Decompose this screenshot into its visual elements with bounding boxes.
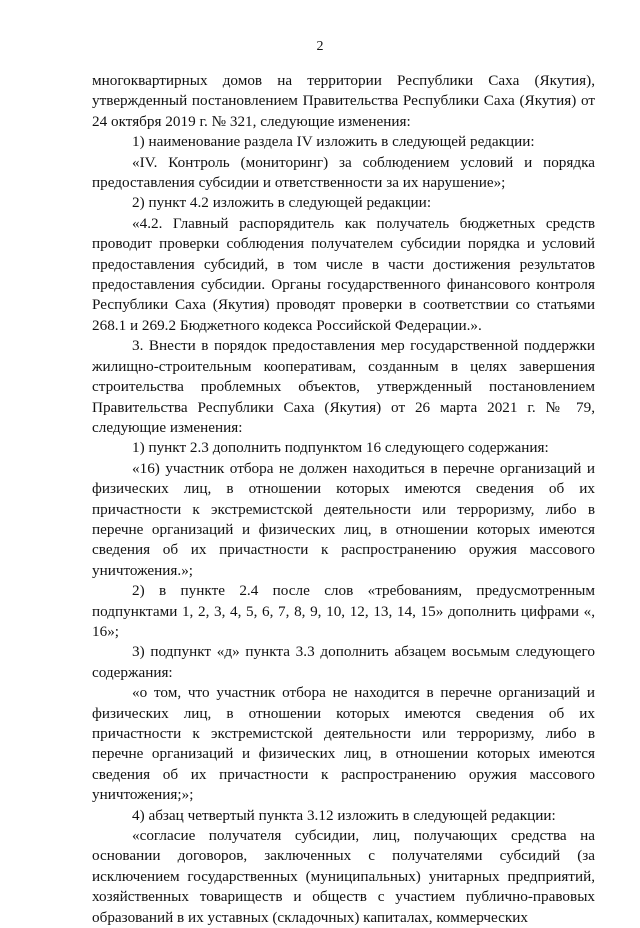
paragraph: 4) абзац четвертый пункта 3.12 изложить в следующей редакции:	[132, 806, 556, 824]
paragraph: многоквартирных домов на территории Республики Саха (Якутия), утвержденный постановлением Правительства Республики Саха (Якутия) от 24 октября 2019 г. № 321, следующие изменения:	[92, 72, 595, 130]
paragraph: 3) подпункт «д» пункта 3.3 дополнить абзацем восьмым следующего содержания:	[92, 643, 595, 681]
paragraph: «IV. Контроль (мониторинг) за соблюдением условий и порядка предоставления субсидии и ответственности за их нарушение»;	[92, 153, 595, 192]
paragraph: «согласие получателя субсидии, лиц, получающих средства на основании договоров, заключенных с получателями субсидий (за исключением государственных (муниципальных) унитарных предприятий, хозяйственных товариществ и обществ с участием публично-правовых образований в их уставных (складочных) капиталах, коммерческих	[92, 827, 595, 926]
paragraph: 2) пункт 4.2 изложить в следующей редакции:	[132, 194, 432, 212]
paragraph: «о том, что участник отбора не находится в перечне организаций и физических лиц, в отношении которых имеются сведения об их причастности к экстремистской деятельности или терроризму, либо в перечне организаций и физических лиц, в отношении которых имеются сведения об их причастности к распространению оружия массового уничтожения;»;	[92, 684, 595, 804]
paragraph: «4.2. Главный распорядитель как получатель бюджетных средств проводит проверки соблюдения получателем субсидии порядка и условий предоставления субсидий, в том числе в части достижения результатов предоставления субсидии. Органы государственного финансового контроля Республики Саха (Якутия) проводят проверки в соответствии со статьями 268.1 и 269.2 Бюджетного кодекса Российской Федерации.».	[92, 214, 595, 334]
paragraph: 1) пункт 2.3 дополнить подпунктом 16 следующего содержания:	[132, 439, 549, 457]
paragraph: 1) наименование раздела IV изложить в следующей редакции:	[132, 133, 535, 151]
paragraph: 2) в пункте 2.4 после слов «требованиям, предусмотренным подпунктами 1, 2, 3, 4, 5, 6, 7, 8, 9, 10, 12, 13, 14, 15» дополнить цифрами «, 16»;	[92, 582, 595, 640]
paragraph: 3. Внести в порядок предоставления мер государственной поддержки жилищно-строительным кооперативам, созданным в целях завершения строительства проблемных объектов, утвержденный постановлением Правительства Республики Саха (Якутия) от 26 марта 2021 г. № 79, следующие изменения:	[92, 337, 595, 436]
page-number: 2	[316, 39, 324, 54]
paragraph: «16) участник отбора не должен находиться в перечне организаций и физических лиц, в отношении которых имеются сведения об их причастности к экстремистской деятельности или терроризму, либо в перечне организаций и физических лиц, в отношении которых имеются сведения об их причастности к распространению оружия массового уничтожения.»;	[92, 459, 595, 579]
document-body	[92, 71, 595, 928]
